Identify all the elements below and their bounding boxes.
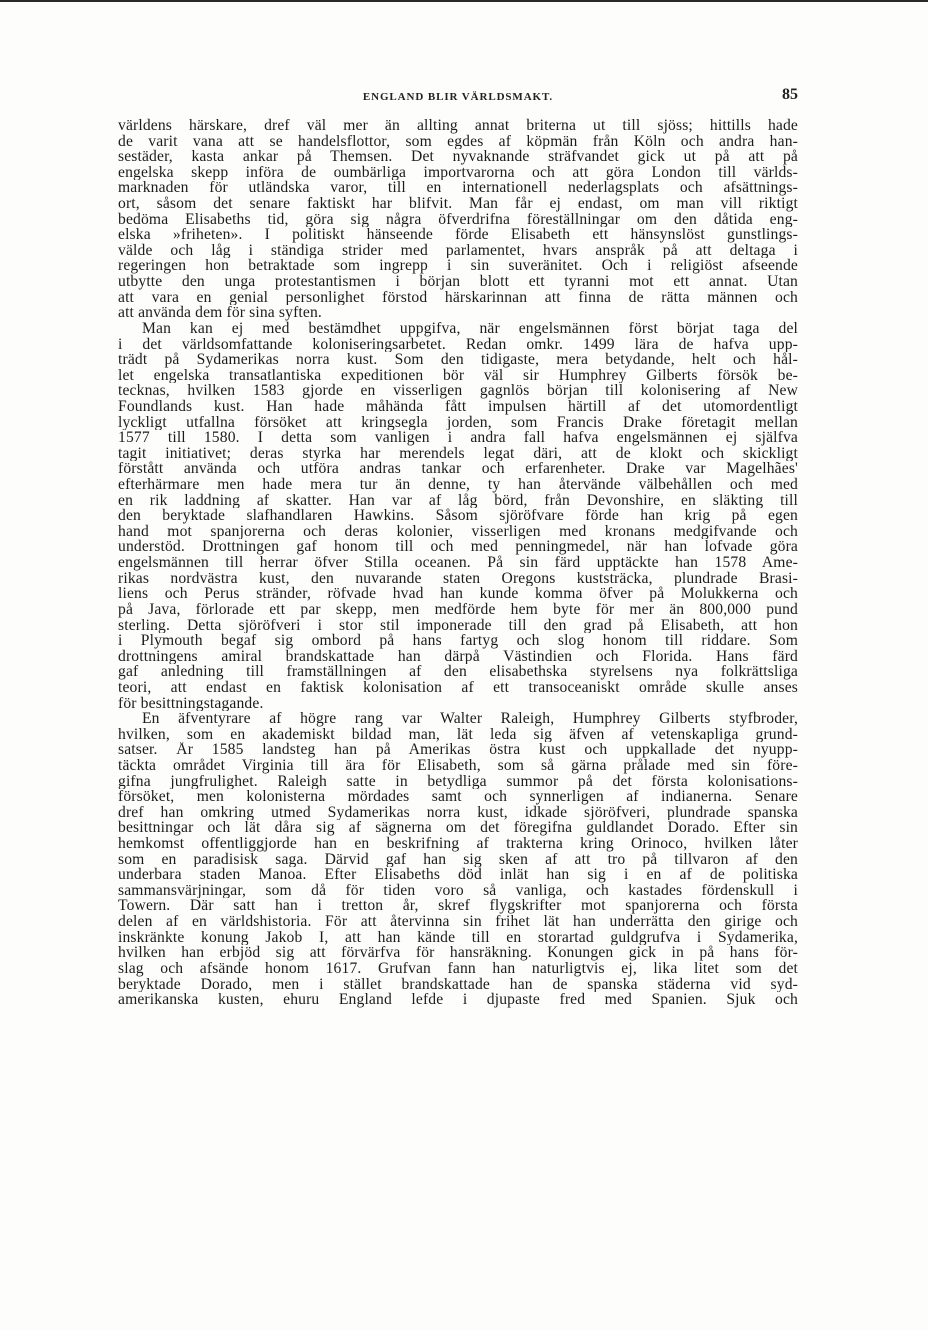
text-line: rikas nordvästra kust, den nuvarande staten Oregons kuststräcka, plundrade Brasi-: [118, 570, 798, 587]
text-line: understöd. Drottningen gaf honom till och med penningmedel, när han lofvade göra: [118, 539, 798, 556]
text-line: förstått använda och utföra andras tankar och erfarenheter. Drake var Magelhães': [118, 461, 798, 478]
text-line: välde och låg i ständiga strider med parlamentet, hvars anspråk på att deltaga i: [118, 242, 798, 259]
running-title: ENGLAND BLIR VÄRLDSMAKT.: [362, 91, 554, 103]
text-line: regeringen hon betraktade som ingrepp i sin suveränitet. Och i religiöst afseende: [118, 258, 798, 275]
text-line: ort, såsom det senare faktiskt har blifvit. Man får ej endast, om man vill riktigt: [118, 196, 798, 212]
text-line: teori, att endast en faktisk kolonisation af ett transoceaniskt område skulle anses: [118, 679, 798, 696]
text-line: att vara en genial personlighet förstod härskarinnan att finna de rätta männen och: [118, 289, 798, 306]
text-line: amerikanska kusten, ehuru England lefde i djupaste fred med Spanien. Sjuk och: [118, 992, 798, 1008]
text-line: att använda dem för sina syften.: [118, 305, 322, 321]
text-line: hvilken, som en akademiskt bildad man, lät leda sig äfven af vetenskapliga grund-: [118, 726, 798, 743]
text-line: slag och afsände honom 1617. Grufvan fann han naturligtvis ej, lika litet som det: [118, 960, 798, 977]
running-head: [118, 88, 798, 108]
text-line: den beryktade slafhandlaren Hawkins. Såsom sjöröfvare förde han krig på egen: [118, 508, 798, 524]
text-line: Foundlands kust. Han hade måhända fått impulsen härtill af det utomordentligt: [118, 398, 798, 415]
text-line: dref han omkring utmed Sydamerikas norra kust, idkade sjöröfveri, plundrade spanska: [118, 804, 798, 821]
body-text: [118, 118, 798, 1008]
text-line: delen af en världshistoria. För att återvinna sin frihet lät han underrätta den girige och: [118, 914, 798, 930]
text-line: besittningar och lät dåra sig af sägnerna om det föregifna guldlandet Dorado. Efter sin: [118, 820, 798, 837]
text-line: tecknas, hvilken 1583 gjorde en visserligen gagnlös början till kolonisering af New: [118, 383, 798, 399]
text-line: elska »friheten». I politiskt hänseende förde Elisabeth ett hänsynslöst gunstlings-: [118, 227, 798, 243]
text-line: trädt på Sydamerikas norra kust. Som den tidigaste, mera betydande, helt och hål-: [118, 352, 798, 368]
text-line: inskränkte konung Jakob I, att han kände till en storartad guldgrufva i Sydamerika,: [118, 929, 798, 946]
text-line: hand mot spanjorerna och deras kolonier, visserligen med kronans medgifvande och: [118, 523, 798, 540]
text-line: sestäder, kasta ankar på Themsen. Det nyvaknande sträfvandet gick ut på att på: [118, 149, 798, 165]
text-line: satser. År 1585 landsteg han på Amerikas östra kust och uppkallade det nyupp-: [118, 742, 798, 758]
text-line: liens och Perus stränder, röfvade hvad han kunde komma öfver på Molukkerna och: [118, 586, 798, 602]
top-edge-rule: [0, 0, 928, 2]
text-line: efterhärmare men hade mera tur än denne, ty han återvände välbehållen och med: [118, 477, 798, 493]
text-line: täckta området Virginia till ära för Elisabeth, som så gärna prålade med sin före-: [118, 757, 798, 774]
text-line: Towern. Där satt han i tretton år, skref flygskrifter mot spanjorerna och första: [118, 898, 798, 915]
text-line: engelsmännen till herrar öfver Stilla oceanen. På sin färd upptäckte han 1578 Ame-: [118, 555, 798, 571]
text-line: i Plymouth begaf sig ombord på hans fartyg och slog honom till riddare. Som: [118, 633, 798, 649]
text-line: för besittningstagande.: [118, 695, 264, 712]
text-line: försöket, men kolonisterna mördades samt och synnerligen af indianerna. Senare: [118, 789, 798, 805]
text-line: let engelska transatlantiska expeditionen bör väl sir Humphrey Gilberts försök be-: [118, 367, 798, 384]
text-line: hemkomst offentliggjorde han en beskrifning af trakterna kring Orinoco, hvilken låter: [118, 836, 798, 852]
text-line: gifna jungfrulighet. Raleigh satte in betydliga summor på det första kolonisations-: [118, 773, 798, 790]
text-line: utbytte den unga protestantismen i början blott ett tyranni mot ett annat. Utan: [118, 274, 798, 290]
text-line: de varit vana att se handelsflottor, som egdes af köpmän från Köln och andra han-: [118, 133, 798, 150]
text-line: marknaden för utländska varor, till en internationell nederlagsplats och afsättnings-: [118, 180, 798, 197]
text-line: drottningens amiral brandskattade han därpå Västindien och Florida. Hans färd: [118, 648, 798, 665]
text-line: en rik laddning af skatter. Han var af låg börd, från Devonshire, en släkting till: [118, 492, 798, 509]
text-line: hvilken han erbjöd sig att förvärfva för hansräkning. Konungen gick in på hans för-: [118, 945, 798, 961]
text-line: sterling. Detta sjöröfveri i stor stil imponerade till den grad på Elisabeth, att hon: [118, 617, 798, 634]
text-line: sammansvärjningar, som då för tiden voro så vanliga, och kastades fördenskull i: [118, 882, 798, 899]
text-line: beryktade Dorado, men i stället brandskattade han de spanska städerna vid syd-: [118, 976, 798, 993]
text-line: som en paradisisk saga. Därvid gaf han sig sken af att tro på tillvaron af den: [118, 851, 798, 868]
text-line: engelska skepp införa de oumbärliga importvarorna och att göra London till världs-: [118, 164, 798, 181]
text-line: bedöma Elisabeths tid, göra sig några öfverdrifna föreställningar om den dåtida eng-: [118, 211, 798, 228]
text-line: tagit initiativet; deras styrka har merendels legat däri, att de klokt och skickligt: [118, 445, 798, 462]
text-line: 1577 till 1580. I detta som vanligen i andra fall hafva engelsmännen ej själfva: [118, 430, 798, 446]
text-line: på Java, förlorade ett par skepp, men medförde hem byte för mer än 800,000 pund: [118, 601, 798, 618]
text-line: världens härskare, dref väl mer än allting annat briterna ut till sjöss; hittills hade: [118, 118, 798, 134]
text-line: En äfventyrare af högre rang var Walter Raleigh, Humphrey Gilberts styfbroder,: [142, 711, 798, 727]
page-number: 85: [782, 86, 798, 103]
text-line: lyckligt utfallna försöket att kringsegla jorden, som Francis Drake företagit mellan: [118, 414, 798, 431]
text-line: underbara staden Manoa. Efter Elisabeths död inlät han sig i en af de politiska: [118, 867, 798, 883]
text-line: gaf anledning till framställningen af den elisabethska styrelsens nya folkrättsliga: [118, 664, 798, 680]
text-line: Man kan ej med bestämdhet uppgifva, när engelsmännen först börjat taga del: [142, 320, 798, 337]
text-line: i det världsomfattande koloniseringsarbetet. Redan omkr. 1499 lära de hafva upp-: [118, 336, 798, 353]
